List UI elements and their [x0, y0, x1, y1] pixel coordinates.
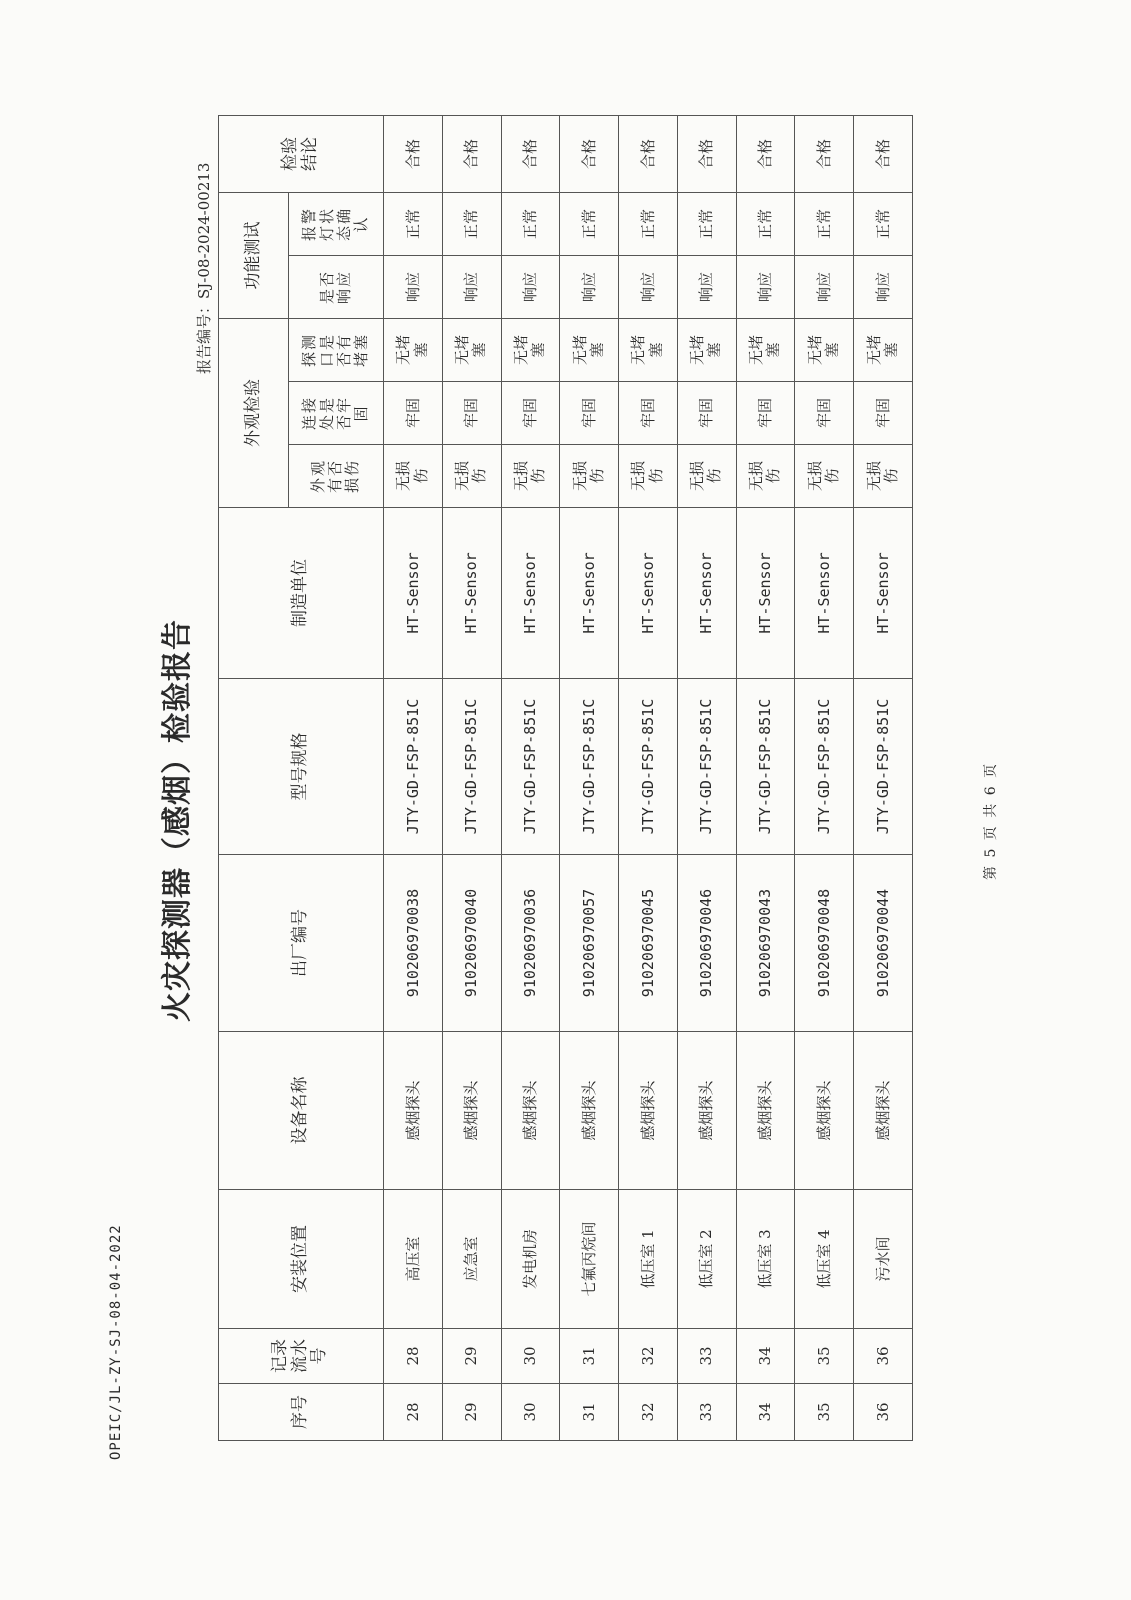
row-factory-no: 910206970044: [854, 855, 913, 1032]
page-title: 火灾探测器（感烟）检验报告: [160, 619, 195, 1022]
row-result: 合格: [854, 116, 913, 193]
row-record-no: 34: [736, 1329, 795, 1384]
table-row: [384, 116, 443, 1441]
row-secure: 牢固: [736, 382, 795, 445]
report-table-wrapper: [218, 116, 913, 1441]
table-body: [384, 116, 913, 1441]
row-alarm: 正常: [619, 193, 678, 256]
row-device-name: 感烟探头: [501, 1032, 560, 1190]
header-conclusion: 检验结论: [219, 116, 384, 193]
row-alarm: 正常: [736, 193, 795, 256]
row-blocked-text: 无堵塞: [629, 335, 665, 366]
row-model: JTY-GD-FSP-851C: [619, 679, 678, 855]
row-seq: 32: [619, 1384, 678, 1441]
table-row: [560, 116, 619, 1441]
header-record-no: 记录流水号: [219, 1329, 384, 1384]
row-device-name: 感烟探头: [795, 1032, 854, 1190]
row-damage: [442, 445, 501, 508]
row-damage-text: 无损伤: [805, 461, 841, 492]
row-alarm: 正常: [501, 193, 560, 256]
row-factory-no: 910206970057: [560, 855, 619, 1032]
row-location: 发电机房: [501, 1190, 560, 1329]
row-blocked: [560, 319, 619, 382]
row-manufacturer: HT-Sensor: [560, 508, 619, 679]
row-response: 响应: [677, 256, 736, 319]
row-secure: 牢固: [795, 382, 854, 445]
row-record-no: 29: [442, 1329, 501, 1384]
row-manufacturer: HT-Sensor: [501, 508, 560, 679]
row-record-no: 31: [560, 1329, 619, 1384]
row-manufacturer: HT-Sensor: [619, 508, 678, 679]
row-manufacturer: HT-Sensor: [854, 508, 913, 679]
row-seq: 35: [795, 1384, 854, 1441]
table-row: [442, 116, 501, 1441]
row-damage: [619, 445, 678, 508]
header-appearance-damage: 外观有否损伤: [289, 445, 384, 508]
row-damage: [384, 445, 443, 508]
row-model: JTY-GD-FSP-851C: [854, 679, 913, 855]
row-damage-text: 无损伤: [394, 461, 430, 492]
row-manufacturer: HT-Sensor: [384, 508, 443, 679]
row-result: 合格: [442, 116, 501, 193]
row-response: 响应: [501, 256, 560, 319]
row-factory-no: 910206970043: [736, 855, 795, 1032]
row-secure: 牢固: [442, 382, 501, 445]
row-location: 七氟丙烷间: [560, 1190, 619, 1329]
row-damage: [677, 445, 736, 508]
header-location: 安装位置: [219, 1190, 384, 1329]
row-blocked-text: 无堵塞: [864, 335, 900, 366]
row-blocked-text: 无堵塞: [805, 335, 841, 366]
row-secure: 牢固: [619, 382, 678, 445]
row-factory-no: 910206970045: [619, 855, 678, 1032]
row-factory-no: 910206970040: [442, 855, 501, 1032]
header-device-name: 设备名称: [219, 1032, 384, 1190]
row-blocked-text: 无堵塞: [511, 335, 548, 366]
row-factory-no: 91020697003​8: [384, 855, 443, 1032]
row-model: JTY-GD-FSP-851C: [384, 679, 443, 855]
row-record-no: 36: [854, 1329, 913, 1384]
row-record-no: 30: [501, 1329, 560, 1384]
row-response: 响应: [736, 256, 795, 319]
row-secure: 牢固: [854, 382, 913, 445]
row-alarm: 正常: [677, 193, 736, 256]
row-damage: [854, 445, 913, 508]
row-damage-text: 无损伤: [746, 461, 783, 492]
row-alarm: 正常: [560, 193, 619, 256]
row-seq: 29: [442, 1384, 501, 1441]
form-code: OPEIC/JL-ZY-SJ-08-04-2022: [108, 1224, 124, 1460]
row-model: JTY-GD-FSP-851C: [442, 679, 501, 855]
row-secure: 牢固: [560, 382, 619, 445]
row-result: 合格: [501, 116, 560, 193]
row-blocked: [795, 319, 854, 382]
row-damage: [736, 445, 795, 508]
table-row: [736, 116, 795, 1441]
table-row: [677, 116, 736, 1441]
row-result: 合格: [384, 116, 443, 193]
row-secure: 牢固: [384, 382, 443, 445]
row-damage: [795, 445, 854, 508]
header-port-blocked: 探测口是否有堵塞: [289, 319, 384, 382]
row-seq: 31: [560, 1384, 619, 1441]
row-location: 应急室: [442, 1190, 501, 1329]
row-response: 响应: [384, 256, 443, 319]
row-response: 响应: [854, 256, 913, 319]
row-response: 响应: [795, 256, 854, 319]
page-footer: 第 5 页 共 6 页: [983, 761, 999, 880]
row-blocked-text: 无堵塞: [453, 335, 489, 366]
row-result: 合格: [677, 116, 736, 193]
row-alarm: 正常: [442, 193, 501, 256]
row-response: 响应: [619, 256, 678, 319]
row-factory-no: 910206970036: [501, 855, 560, 1032]
table-row: [501, 116, 560, 1441]
row-seq: 28: [384, 1384, 443, 1441]
header-model: 型号规格: [219, 679, 384, 855]
row-alarm: 正常: [854, 193, 913, 256]
table-row: [854, 116, 913, 1441]
row-blocked: [677, 319, 736, 382]
row-device-name: 感烟探头: [560, 1032, 619, 1190]
row-damage-text: 无损伤: [688, 461, 724, 492]
row-response: 响应: [560, 256, 619, 319]
header-factory-no: 出厂编号: [219, 855, 384, 1032]
report-number: 报告编号：SJ-08-2024-00213: [195, 162, 213, 374]
row-manufacturer: HT-Sensor: [677, 508, 736, 679]
row-blocked-text: 无堵塞: [746, 335, 783, 366]
row-alarm: 正常: [384, 193, 443, 256]
inspection-table: [218, 115, 913, 1441]
row-model: JTY-GD-FSP-851C: [677, 679, 736, 855]
header-alarm-light: 报警灯状态确认: [289, 193, 384, 256]
row-blocked-text: 无堵塞: [688, 335, 724, 366]
row-record-no: 32: [619, 1329, 678, 1384]
row-seq: 36: [854, 1384, 913, 1441]
row-result: 合格: [619, 116, 678, 193]
row-blocked-text: 无堵塞: [570, 335, 606, 366]
row-response: 响应: [442, 256, 501, 319]
header-seq: 序号: [219, 1384, 384, 1441]
row-damage: [501, 445, 560, 508]
row-damage-text: 无损伤: [570, 461, 606, 492]
row-record-no: 28: [384, 1329, 443, 1384]
header-appearance: 外观检验: [219, 319, 289, 508]
row-location: 低压室 1: [619, 1190, 678, 1329]
row-factory-no: 910206970046: [677, 855, 736, 1032]
row-damage-text: 无损伤: [629, 461, 665, 492]
row-alarm: 正常: [795, 193, 854, 256]
row-blocked-text: 无堵塞: [394, 335, 430, 366]
header-manufacturer: 制造单位: [219, 508, 384, 679]
row-location: 低压室 2: [677, 1190, 736, 1329]
row-blocked: [854, 319, 913, 382]
row-seq: 34: [736, 1384, 795, 1441]
row-location: 高压室: [384, 1190, 443, 1329]
row-result: 合格: [736, 116, 795, 193]
row-result: 合格: [795, 116, 854, 193]
row-model: JTY-GD-FSP-851C: [795, 679, 854, 855]
row-device-name: 感烟探头: [619, 1032, 678, 1190]
row-seq: 33: [677, 1384, 736, 1441]
table-row: [619, 116, 678, 1441]
row-device-name: 感烟探头: [442, 1032, 501, 1190]
row-blocked: [501, 319, 560, 382]
row-device-name: 感烟探头: [677, 1032, 736, 1190]
row-manufacturer: HT-Sensor: [736, 508, 795, 679]
header-response: 是否响应: [289, 256, 384, 319]
row-result: 合格: [560, 116, 619, 193]
row-location: 污水间: [854, 1190, 913, 1329]
row-manufacturer: HT-Sensor: [442, 508, 501, 679]
row-damage: [560, 445, 619, 508]
header-connection-secure: 连接处是否牢固: [289, 382, 384, 445]
row-seq: 30: [501, 1384, 560, 1441]
row-location: 低压室 3: [736, 1190, 795, 1329]
row-model: JTY-GD-FSP-851C: [560, 679, 619, 855]
row-factory-no: 910206970048: [795, 855, 854, 1032]
row-device-name: 感烟探头: [854, 1032, 913, 1190]
header-function-test: 功能测试: [219, 193, 289, 319]
row-blocked: [442, 319, 501, 382]
row-record-no: 33: [677, 1329, 736, 1384]
row-damage-text: 无损伤: [864, 461, 900, 492]
row-location: 低压室 4: [795, 1190, 854, 1329]
row-secure: 牢固: [677, 382, 736, 445]
row-damage-text: 无损伤: [453, 461, 489, 492]
row-device-name: 感烟探头: [736, 1032, 795, 1190]
row-model: JTY-GD-FSP-851C: [501, 679, 560, 855]
row-blocked: [736, 319, 795, 382]
row-model: JTY-GD-FSP-851C: [736, 679, 795, 855]
row-device-name: 感烟探头: [384, 1032, 443, 1190]
table-row: [795, 116, 854, 1441]
row-damage-text: 无损伤: [511, 461, 548, 492]
row-manufacturer: HT-Sensor: [795, 508, 854, 679]
row-blocked: [619, 319, 678, 382]
row-secure: 牢固: [501, 382, 560, 445]
row-blocked: [384, 319, 443, 382]
row-record-no: 35: [795, 1329, 854, 1384]
